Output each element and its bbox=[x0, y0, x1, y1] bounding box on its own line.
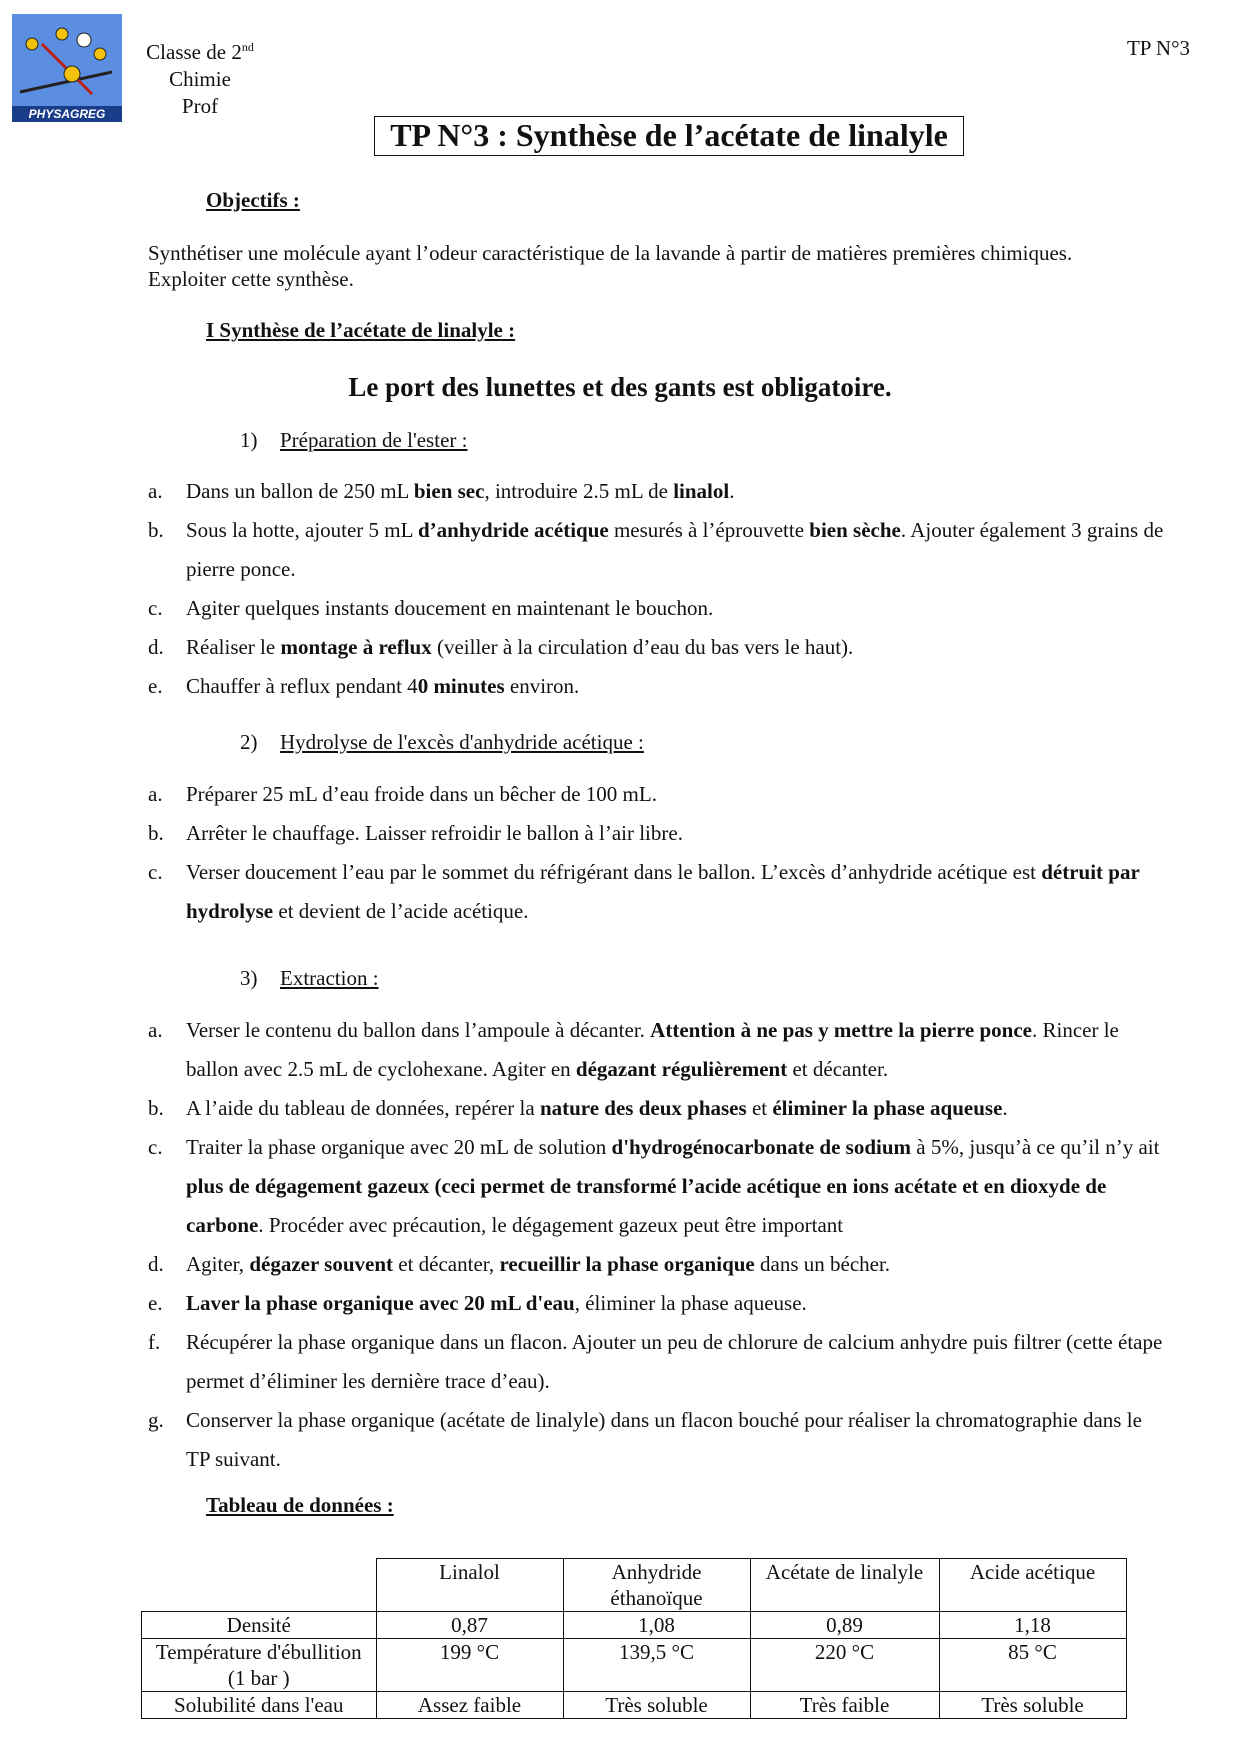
step-text-bold: détruit par hydrolyse bbox=[186, 860, 1140, 923]
step-text: Réaliser le bbox=[186, 635, 281, 659]
part3-steps bbox=[148, 1011, 1168, 1479]
step-text: Traiter la phase organique avec 20 mL de solution bbox=[186, 1135, 612, 1159]
step-text: Verser le contenu du ballon dans l’ampoule à décanter. bbox=[186, 1018, 651, 1042]
tp-number: TP N°3 bbox=[1126, 36, 1190, 60]
step-text: . Ajouter également 3 grains de pierre ponce. bbox=[186, 518, 1164, 581]
physagreg-logo bbox=[12, 14, 122, 122]
data-table bbox=[141, 1558, 1127, 1719]
table-cell: 85 °C bbox=[939, 1639, 1126, 1692]
step-text: Dans un ballon de 250 mL bbox=[186, 479, 414, 503]
header-left bbox=[110, 34, 290, 120]
step-item bbox=[148, 511, 1168, 589]
step-letter: e. bbox=[148, 674, 163, 698]
step-letter: c. bbox=[148, 596, 163, 620]
subject: Chimie bbox=[169, 67, 231, 91]
table-heading: Tableau de données : bbox=[206, 1493, 394, 1517]
class-level: Classe de 2nd bbox=[146, 40, 254, 64]
step-text-bold: dégazant régulièrement bbox=[575, 1057, 788, 1081]
step-letter: b. bbox=[148, 1096, 164, 1120]
objective-line: Synthétiser une molécule ayant l’odeur caractéristique de la lavande à partir de matières premières chimiques. bbox=[148, 241, 1073, 265]
step-text-bold: montage à reflux bbox=[280, 635, 432, 659]
step-letter: f. bbox=[148, 1330, 161, 1354]
step-text: . bbox=[1002, 1096, 1008, 1120]
table-cell: 1,18 bbox=[939, 1612, 1126, 1639]
step-item bbox=[148, 814, 1168, 853]
part2-heading: 2) Hydrolyse de l'excès d'anhydride acétique : bbox=[240, 730, 644, 754]
table-row bbox=[142, 1692, 1127, 1719]
step-text: . Procéder avec précaution, le dégagement gazeux peut être important bbox=[258, 1213, 844, 1237]
step-text: , introduire 2.5 mL de bbox=[484, 479, 674, 503]
step-item bbox=[148, 589, 1168, 628]
objectives-text bbox=[148, 240, 1178, 292]
step-text-bold: bien sec bbox=[413, 479, 485, 503]
table-cell: 1,08 bbox=[563, 1612, 750, 1639]
page-title: TP N°3 : Synthèse de l’acétate de linalyle bbox=[374, 116, 964, 156]
step-item bbox=[148, 1401, 1168, 1479]
step-item bbox=[148, 1089, 1168, 1128]
column-header: Acétate de linalyle bbox=[750, 1559, 939, 1612]
step-text: , éliminer la phase aqueuse. bbox=[574, 1291, 807, 1315]
step-text: . Rincer le ballon avec 2.5 mL de cyclohexane. Agiter en bbox=[186, 1018, 1119, 1081]
step-text: et décanter. bbox=[787, 1057, 889, 1081]
table-cell: 0,87 bbox=[376, 1612, 563, 1639]
step-text: A l’aide du tableau de données, repérer la bbox=[186, 1096, 540, 1120]
step-text: . bbox=[729, 479, 735, 503]
column-header: Linalol bbox=[376, 1559, 563, 1612]
step-item bbox=[148, 775, 1168, 814]
table-row bbox=[142, 1639, 1127, 1692]
column-header: Anhydride éthanoïque bbox=[563, 1559, 750, 1612]
step-text-bold: recueillir la phase organique bbox=[499, 1252, 755, 1276]
step-text: environ. bbox=[504, 674, 580, 698]
step-letter: a. bbox=[148, 1018, 163, 1042]
step-letter: c. bbox=[148, 1135, 163, 1159]
table-cell: Assez faible bbox=[376, 1692, 563, 1719]
objectives-heading: Objectifs : bbox=[206, 188, 300, 212]
table-header-row bbox=[142, 1559, 1127, 1612]
step-item bbox=[148, 1284, 1168, 1323]
table-cell: Très soluble bbox=[563, 1692, 750, 1719]
step-text: Préparer 25 mL d’eau froide dans un bêcher de 100 mL. bbox=[186, 782, 657, 806]
step-text: Arrêter le chauffage. Laisser refroidir le ballon à l’air libre. bbox=[186, 821, 683, 845]
part2-steps bbox=[148, 775, 1168, 931]
step-text-bold: bien sèche bbox=[809, 518, 901, 542]
objective-line: Exploiter cette synthèse. bbox=[148, 267, 354, 291]
table-cell: Très faible bbox=[750, 1692, 939, 1719]
step-item bbox=[148, 1323, 1168, 1401]
table-cell: 139,5 °C bbox=[563, 1639, 750, 1692]
step-text: et devient de l’acide acétique. bbox=[273, 899, 529, 923]
part1-steps bbox=[148, 472, 1168, 706]
step-letter: a. bbox=[148, 782, 163, 806]
part3-heading: 3) Extraction : bbox=[240, 966, 379, 990]
step-text: (veiller à la circulation d’eau du bas vers le haut). bbox=[431, 635, 854, 659]
step-text-bold: linalol bbox=[673, 479, 730, 503]
step-text-bold: plus de dégagement gazeux (ceci permet de transformé l’acide acétique en ions acétate et en dioxyde de carbone bbox=[186, 1174, 1107, 1237]
table-cell: 0,89 bbox=[750, 1612, 939, 1639]
step-text-bold: nature des deux phases bbox=[539, 1096, 747, 1120]
step-letter: b. bbox=[148, 821, 164, 845]
table-cell: Très soluble bbox=[939, 1692, 1126, 1719]
step-letter: e. bbox=[148, 1291, 163, 1315]
row-label: Densité bbox=[142, 1612, 377, 1639]
step-letter: d. bbox=[148, 635, 164, 659]
safety-warning: Le port des lunettes et des gants est obligatoire. bbox=[348, 372, 892, 402]
step-text: mesurés à l’éprouvette bbox=[608, 518, 810, 542]
step-letter: a. bbox=[148, 479, 163, 503]
logo-text: PHYSAGREG bbox=[28, 107, 106, 121]
part1-heading: 1) Préparation de l'ester : bbox=[240, 428, 468, 452]
step-item bbox=[148, 472, 1168, 511]
step-text: et décanter, bbox=[393, 1252, 500, 1276]
step-text: Sous la hotte, ajouter 5 mL bbox=[186, 518, 418, 542]
table-row bbox=[142, 1612, 1127, 1639]
section1-heading: I Synthèse de l’acétate de linalyle : bbox=[206, 318, 516, 342]
row-label: Solubilité dans l'eau bbox=[142, 1692, 377, 1719]
role: Prof bbox=[181, 94, 219, 118]
step-letter: d. bbox=[148, 1252, 164, 1276]
step-text: Conserver la phase organique (acétate de linalyle) dans un flacon bouché pour réaliser la chromatographie dans le TP suivant. bbox=[186, 1408, 1142, 1471]
step-item bbox=[148, 667, 1168, 706]
row-label: Température d'ébullition (1 bar ) bbox=[142, 1639, 377, 1692]
step-text-bold: 0 minutes bbox=[417, 674, 505, 698]
step-text: dans un bécher. bbox=[754, 1252, 891, 1276]
step-text: Agiter, bbox=[186, 1252, 250, 1276]
table-cell: 220 °C bbox=[750, 1639, 939, 1692]
step-text-bold: Attention à ne pas y mettre la pierre ponce bbox=[650, 1018, 1032, 1042]
step-item bbox=[148, 1245, 1168, 1284]
step-text-bold: dégazer souvent bbox=[249, 1252, 393, 1276]
step-letter: c. bbox=[148, 860, 163, 884]
step-item bbox=[148, 628, 1168, 667]
step-item bbox=[148, 1011, 1168, 1089]
step-text: à 5%, jusqu’à ce qu’il n’y ait bbox=[911, 1135, 1160, 1159]
step-text: et bbox=[746, 1096, 773, 1120]
step-text: Verser doucement l’eau par le sommet du réfrigérant dans le ballon. L’excès d’anhydride acétique est bbox=[186, 860, 1042, 884]
column-header: Acide acétique bbox=[939, 1559, 1126, 1612]
step-text: Chauffer à reflux pendant 4 bbox=[186, 674, 418, 698]
step-text-bold: Laver la phase organique avec 20 mL d'eau bbox=[186, 1291, 575, 1315]
step-letter: b. bbox=[148, 518, 164, 542]
step-text: Récupérer la phase organique dans un flacon. Ajouter un peu de chlorure de calcium anhydre puis filtrer (cette étape permet d’éliminer les dernière trace d’eau). bbox=[186, 1330, 1163, 1393]
step-text-bold: d'hydrogénocarbonate de sodium bbox=[611, 1135, 912, 1159]
step-text-bold: d’anhydride acétique bbox=[417, 518, 609, 542]
step-item bbox=[148, 1128, 1168, 1245]
table-cell: 199 °C bbox=[376, 1639, 563, 1692]
step-text-bold: éliminer la phase aqueuse bbox=[772, 1096, 1003, 1120]
step-item bbox=[148, 853, 1168, 931]
step-text: Agiter quelques instants doucement en maintenant le bouchon. bbox=[186, 596, 714, 620]
step-letter: g. bbox=[148, 1408, 164, 1432]
